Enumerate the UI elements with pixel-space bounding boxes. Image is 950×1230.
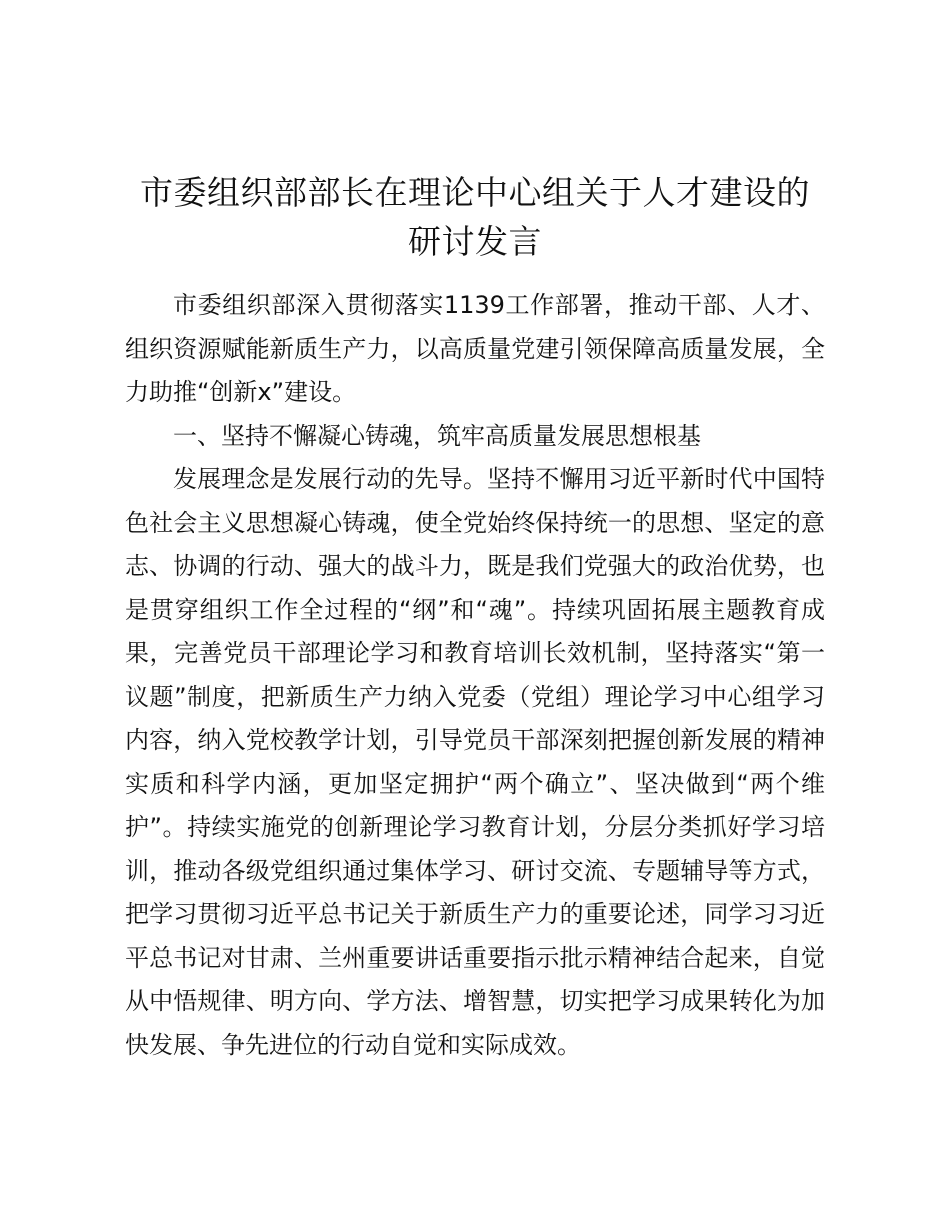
document-title: 市委组织部部长在理论中心组关于人才建设的研讨发言 bbox=[140, 173, 810, 261]
document-body bbox=[125, 284, 825, 1067]
section-heading: 一、坚持不懈凝心铸魂，筑牢高质量发展思想根基 bbox=[173, 421, 701, 450]
intro-paragraph: 市委组织部深入贯彻落实1139工作部署，推动干部、人才、组织资源赋能新质生产力，以高质量党建引领保障高质量发展，全力助推“创新x”建设。 bbox=[125, 291, 825, 406]
section-paragraph: 发展理念是发展行动的先导。坚持不懈用习近平新时代中国特色社会主义思想凝心铸魂，使全党始终保持统一的思想、坚定的意志、协调的行动、强大的战斗力，既是我们党强大的政治优势，也是贯穿组织工作全过程的“纲”和“魂”。持续巩固拓展主题教育成果，完善党员干部理论学习和教育培训长效机制，坚持落实“第一议题”制度，把新质生产力纳入党委（党组）理论学习中心组学习内容，纳入党校教学计划，引导党员干部深刻把握创新发展的精神实质和科学内涵，更加坚定拥护“两个确立”、坚决做到“两个维护”。持续实施党的创新理论学习教育计划，分层分类抓好学习培训，推动各级党组织通过集体学习、研讨交流、专题辅导等方式，把学习贯彻习近平总书记关于新质生产力的重要论述，同学习习近平总书记对甘肃、兰州重要讲话重要指示批示精神结合起来，自觉从中悟规律、明方向、学方法、增智慧，切实把学习成果转化为加快发展、争先进位的行动自觉和实际成效。 bbox=[125, 465, 825, 1059]
